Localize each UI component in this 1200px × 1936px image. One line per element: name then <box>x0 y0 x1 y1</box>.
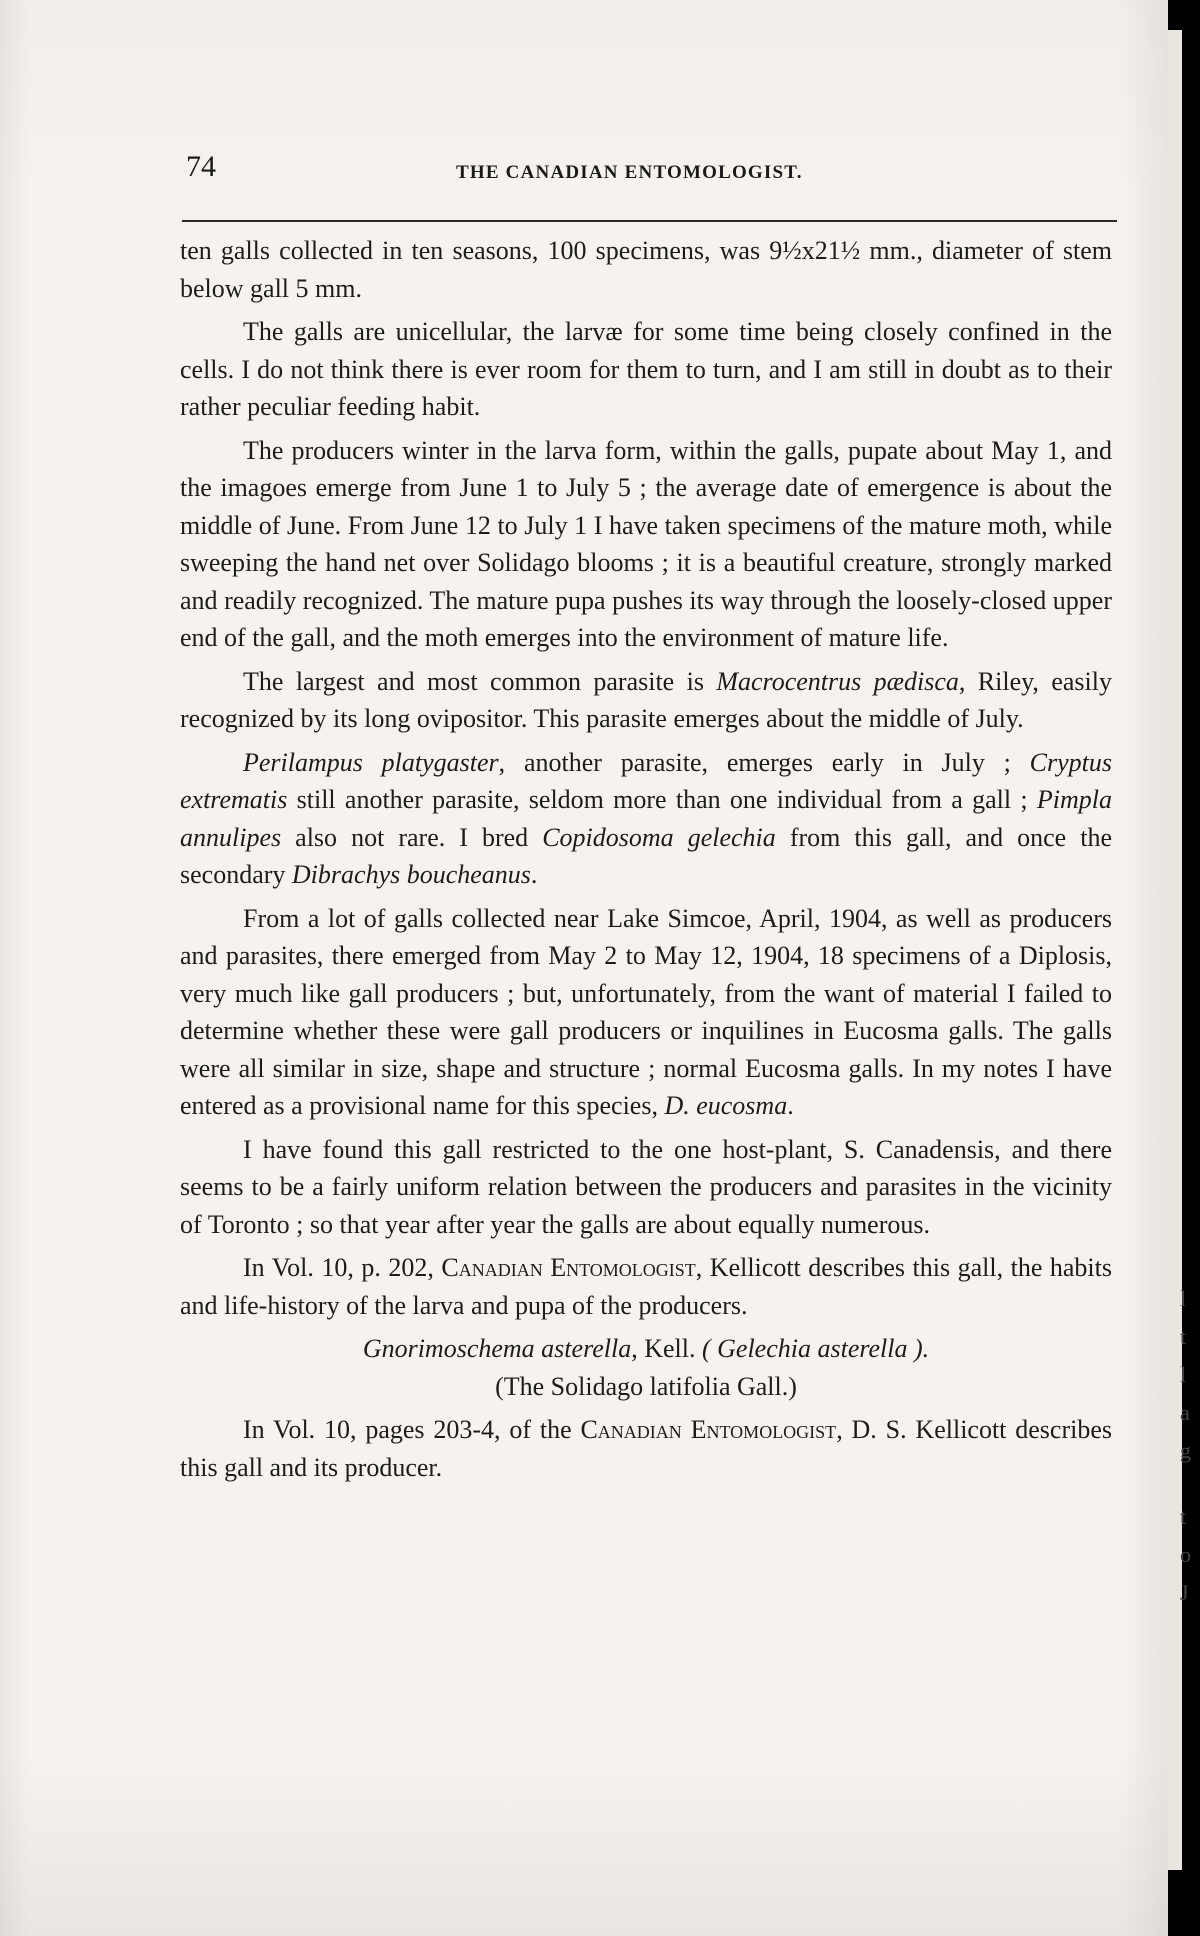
text-run: From a lot of galls collected near Lake Simcoe, April, 1904, as well as producers and parasites, there emerged from May 2 to May 12, 1904, 18 specimens of a Diplosis, very much like gall producers ; but, unfortunately, from the want of material I failed to determine whether these were gall producers or inquilines in Eucosma galls. The galls were all similar in size, shape and structure ; normal Eucosma galls. In my notes I have entered as a provisional name for this species, <box>180 903 1112 1120</box>
journal-name: Canadian Entomologist <box>441 1253 696 1282</box>
paragraph-6 <box>180 900 1112 1125</box>
edge-letter: t <box>1180 1324 1187 1349</box>
species-name: Dibrachys boucheanus <box>291 860 531 889</box>
paragraph-7: I have found this gall restricted to the one host-plant, S. Canadensis, and there seems to be a fairly uniform relation between the producers and parasites in the vicinity of Toronto ; so that year after year the galls are about equally numerous. <box>180 1134 1112 1239</box>
edge-letter: a <box>1180 1400 1190 1425</box>
text-run: . <box>530 860 538 889</box>
text-run: . <box>787 1091 794 1120</box>
section-heading <box>180 1330 1112 1368</box>
author-name: , Kell. <box>631 1334 702 1363</box>
paragraph-2: The galls are unicellular, the larvæ for some time being closely confined in the cells. I do not think there is ever room for them to turn, and I am still in doubt as to their rather peculiar feeding habit. <box>180 317 1112 421</box>
edge-letter: l <box>1180 1362 1187 1387</box>
page-header <box>186 150 1121 196</box>
text-run: , another parasite, emerges early in July ; <box>498 747 1030 777</box>
edge-letter: g <box>1180 1438 1191 1463</box>
edge-letter: l <box>1180 1286 1187 1311</box>
text-run: from this gall, and once the secondary <box>180 822 1113 889</box>
species-name: Cryptus extrematis <box>180 747 1112 814</box>
synonym-name: ( Gelechia asterella ). <box>701 1334 930 1363</box>
paragraph-5 <box>180 744 1112 894</box>
species-name: Gnorimoschema asterella <box>362 1334 632 1363</box>
text-run: still another parasite, seldom more than one individual from a gall ; <box>287 785 1037 814</box>
running-head: THE CANADIAN ENTOMOLOGIST. <box>456 162 803 183</box>
species-name: D. eucosma <box>664 1091 788 1120</box>
paragraph-9 <box>180 1411 1112 1486</box>
paragraph-8 <box>180 1249 1112 1324</box>
text-run: also not rare. I bred <box>281 822 543 852</box>
journal-name: Canadian Entomologist <box>580 1415 837 1444</box>
edge-letter: t <box>1180 1504 1187 1529</box>
text-run: The largest and most common parasite is <box>243 666 717 696</box>
header-rule <box>182 220 1117 222</box>
text-run: , Riley, easily recognized by its long ovipositor. This parasite emerges about the middle of July. <box>180 666 1112 733</box>
edge-letter: J <box>1180 1580 1189 1605</box>
text-run: In Vol. 10, p. 202, <box>243 1253 442 1282</box>
paragraph-4 <box>180 663 1112 738</box>
species-name: Macrocentrus pædisca <box>716 666 959 696</box>
paragraph-3: The producers winter in the larva form, within the galls, pupate about May 1, and the imagoes emerge from June 1 to July 5 ; the average date of emergence is about the middle of June. From June 12 to July 1 I have taken specimens of the mature moth, while sweeping the hand net over Solidago blooms ; it is a beautiful creature, strongly marked and readily recognized. The mature pupa pushes its way through the loosely-closed upper end of the gall, and the moth emerges into the environment of mature life. <box>180 435 1112 652</box>
next-page-letters <box>1180 1280 1200 1612</box>
edge-letter: o <box>1180 1542 1191 1567</box>
text-run: , Kellicott describes this gall, the habits and life-history of the larva and pupa of the producers. <box>180 1253 1112 1320</box>
species-name: Copidosoma gelechia <box>542 822 776 852</box>
section-subtitle: (The Solidago latifolia Gall.) <box>495 1371 797 1401</box>
text-run: , D. S. Kellicott describes this gall and its producer. <box>180 1415 1112 1482</box>
species-name: Perilampus platygaster <box>243 747 499 777</box>
species-name: Pimpla annulipes <box>180 785 1112 852</box>
page-number: 74 <box>186 150 216 183</box>
paragraph-1: ten galls collected in ten seasons, 100 specimens, was 9½x21½ mm., diameter of stem below gall 5 mm. <box>180 236 1112 303</box>
text-run: In Vol. 10, pages 203-4, of the <box>243 1415 581 1444</box>
body-text <box>180 232 1112 1492</box>
